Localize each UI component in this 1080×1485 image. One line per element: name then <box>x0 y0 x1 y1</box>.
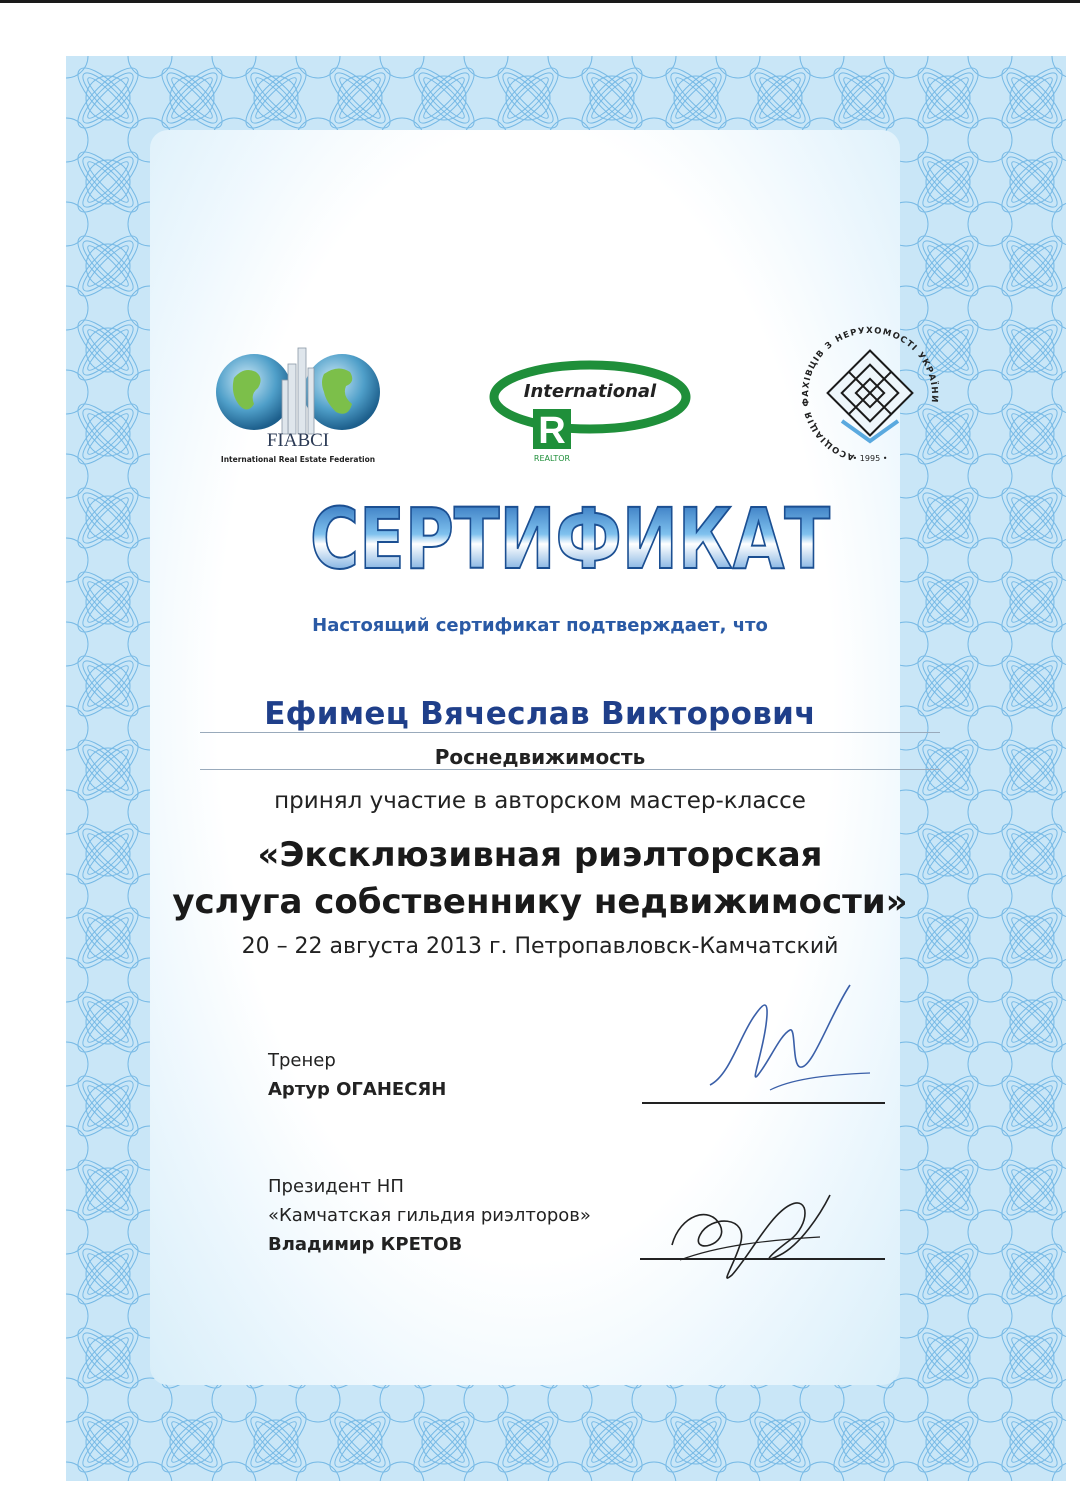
svg-text:International Real Estate Fede: International Real Estate Federation <box>220 455 376 464</box>
international-realtor-logo <box>485 355 695 465</box>
event-dates-location: 20 – 22 августа 2013 г. Петропавловск-Камчатский <box>241 934 839 959</box>
trainer-signature-line <box>642 1102 885 1104</box>
name-underline <box>200 732 940 733</box>
president-role-line2: «Камчатская гильдия риэлторов» <box>268 1205 591 1226</box>
trainer-signature <box>700 975 890 1105</box>
svg-text:АСОЦІАЦІЯ ФАХІВЦІВ З НЕРУХОМОС: АСОЦІАЦІЯ ФАХІВЦІВ З НЕРУХОМОСТІ УКРАЇНИ <box>800 325 940 462</box>
trainer-name: Артур ОГАНЕСЯН <box>268 1079 447 1100</box>
president-name: Владимир КРЕТОВ <box>268 1234 463 1255</box>
association-realtors-ukraine-logo <box>800 325 940 475</box>
fiabci-logo <box>208 340 388 470</box>
svg-text:International: International <box>523 381 657 402</box>
trainer-role: Тренер <box>268 1050 336 1071</box>
president-signatory <box>268 1172 591 1259</box>
recipient-name: Ефимец Вячеслав Викторович <box>264 696 816 732</box>
svg-text:REALTOR: REALTOR <box>533 454 571 463</box>
certificate-subtitle: Настоящий сертификат подтверждает, что <box>312 615 768 636</box>
course-title-line1: «Эксклюзивная риэлторская <box>257 835 823 875</box>
course-title-line2: услуга собственнику недвижимости» <box>172 882 908 922</box>
svg-text:СЕРТИФИКАТ: СЕРТИФИКАТ <box>310 490 830 588</box>
svg-text:R: R <box>538 410 566 452</box>
recipient-organization: Роснедвижимость <box>434 745 646 769</box>
president-role-line1: Президент НП <box>268 1176 404 1197</box>
trainer-signatory <box>268 1046 446 1104</box>
president-signature-line <box>640 1258 885 1260</box>
certificate-title <box>300 488 840 588</box>
scan-top-edge <box>0 0 1080 3</box>
organization-underline <box>200 769 940 770</box>
president-signature <box>660 1185 850 1295</box>
participation-text: принял участие в авторском мастер-классе <box>274 788 806 814</box>
svg-text:FIABCI: FIABCI <box>266 430 330 451</box>
svg-text:• 1995 •: • 1995 • <box>852 454 888 463</box>
